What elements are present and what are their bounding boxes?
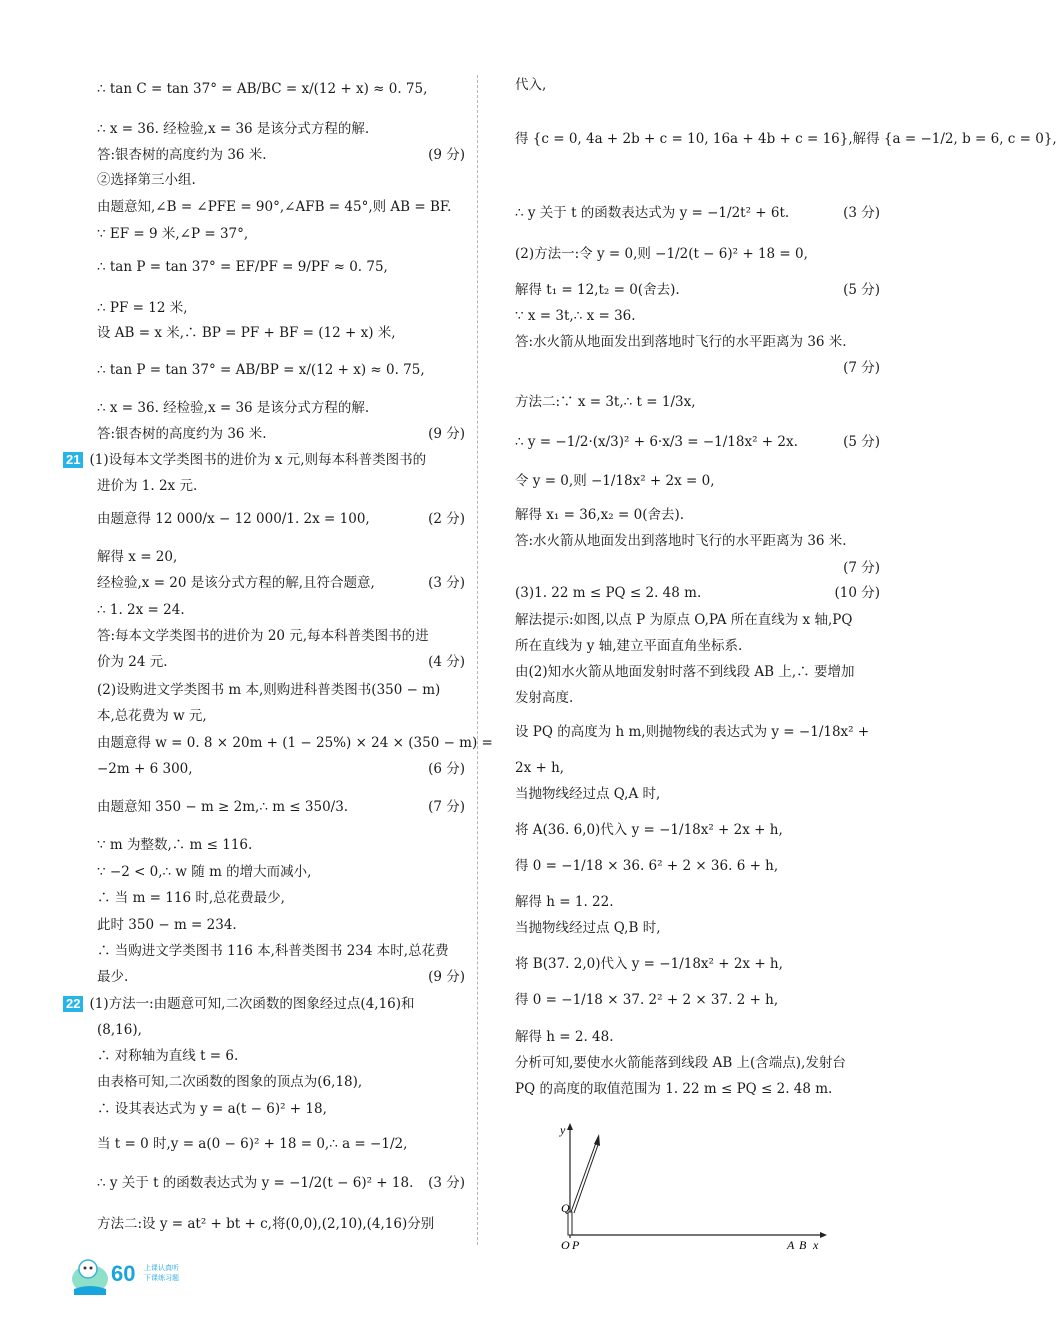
solution-line <box>97 798 465 816</box>
solution-line <box>97 510 465 528</box>
line-text: (2)设购进文学类图书 m 本,则购进科普类图书(350 − m) <box>97 682 441 698</box>
line-text: ∴ tan C = tan 37° = AB/BC = x/(12 + x) ≈ 0. 75, <box>97 81 428 97</box>
solution-line <box>97 653 465 671</box>
solution-line <box>97 548 465 566</box>
solution-line <box>97 1021 465 1039</box>
solution-line <box>515 333 880 351</box>
solution-line <box>515 723 880 741</box>
line-text: 2x + h, <box>515 760 565 776</box>
line-text: 由题意知,∠B = ∠PFE = 90°,∠AFB = 45°,则 AB = BF. <box>97 199 452 215</box>
line-text: ∴ 当 m = 116 时,总花费最少, <box>97 890 285 906</box>
rocket-tip <box>594 1134 600 1146</box>
line-text: 分析可知,要使水火箭能落到线段 AB 上(含端点),发射台 <box>515 1055 846 1071</box>
line-text: ∴ 1. 2x = 24. <box>97 602 185 618</box>
line-text: 得 {c = 0, 4a + 2b + c = 10, 16a + 4b + c = 16},解得 {a = −1/2, b = 6, c = 0}, <box>515 131 1057 147</box>
line-text: ∴ 设其表达式为 y = a(t − 6)² + 18, <box>97 1101 327 1117</box>
line-text: 答:水火箭从地面发出到落地时飞行的水平距离为 36 米. <box>515 533 847 549</box>
line-text: 方法二:∵ x = 3t,∴ t = 1/3x, <box>515 394 696 410</box>
line-text: 当抛物线经过点 Q,A 时, <box>515 786 661 802</box>
label-a: A <box>787 1238 795 1252</box>
page-footer <box>68 1257 193 1295</box>
label-x: x <box>813 1238 819 1252</box>
solution-line <box>97 681 465 699</box>
solution-line <box>515 689 880 707</box>
solution-line <box>515 759 880 777</box>
solution-line <box>97 1135 465 1153</box>
line-text: 将 A(36. 6,0)代入 y = −1/18x² + 2x + h, <box>515 822 783 838</box>
solution-line <box>97 1174 465 1192</box>
line-text: ∴ tan P = tan 37° = EF/PF = 9/PF ≈ 0. 75, <box>97 259 388 275</box>
line-text: PQ 的高度的取值范围为 1. 22 m ≤ PQ ≤ 2. 48 m. <box>515 1081 833 1097</box>
solution-line <box>97 1215 465 1233</box>
score-label: (3 分) <box>428 575 465 591</box>
solution-line <box>97 80 465 98</box>
solution-line <box>515 506 880 524</box>
line-text: 解法提示:如图,以点 P 为原点 O,PA 所在直线为 x 轴,PQ <box>515 612 853 628</box>
solution-line <box>97 601 465 619</box>
score-label: (2 分) <box>428 511 465 527</box>
score-label: (5 分) <box>843 282 880 298</box>
launch-platform <box>568 1212 572 1235</box>
line-text: 得 0 = −1/18 × 36. 6² + 2 × 36. 6 + h, <box>515 858 779 874</box>
solution-line <box>515 955 880 973</box>
solution-line <box>97 942 465 960</box>
line-text: 价为 24 元. <box>97 654 168 670</box>
line-text: 当 t = 0 时,y = a(0 − 6)² + 18 = 0,∴ a = −1/2, <box>97 1136 408 1152</box>
launch-path-line-2 <box>574 1142 599 1213</box>
line-text: ∵ m 为整数,∴ m ≤ 116. <box>97 837 253 853</box>
solution-line <box>515 637 880 655</box>
label-b: B <box>799 1238 807 1252</box>
line-text: 设 PQ 的高度为 h m,则抛物线的表达式为 y = −1/18x² + <box>515 724 870 740</box>
solution-line <box>515 584 880 602</box>
line-text: 由表格可知,二次函数的图象的顶点为(6,18), <box>97 1074 363 1090</box>
line-text: 经检验,x = 20 是该分式方程的解,且符合题意, <box>97 575 375 591</box>
solution-line <box>515 130 1057 148</box>
y-axis-arrow <box>567 1123 573 1130</box>
score-label: (5 分) <box>843 434 880 450</box>
line-text: 设 AB = x 米,∴ BP = PF + BF = (12 + x) 米, <box>97 325 396 341</box>
solution-line <box>515 857 880 875</box>
label-p: P <box>572 1238 580 1252</box>
solution-line <box>515 1028 880 1046</box>
label-q: Q <box>561 1201 570 1215</box>
solution-line <box>97 836 465 854</box>
footer-slogan-line1: 上课认真听 <box>144 1264 179 1272</box>
line-text: ∴ 当购进文学类图书 116 本,科普类图书 234 本时,总花费 <box>97 943 449 959</box>
score-label: (9 分) <box>428 426 465 442</box>
label-y: y <box>560 1123 566 1137</box>
line-text: 最少. <box>97 969 129 985</box>
solution-line <box>515 1054 880 1072</box>
solution-line <box>97 120 465 138</box>
solution-line <box>515 663 880 681</box>
line-text: 解得 x₁ = 36,x₂ = 0(舍去). <box>515 507 685 523</box>
line-text: 解得 x = 20, <box>97 549 178 565</box>
solution-line <box>66 451 465 469</box>
line-text: ∴ 对称轴为直线 t = 6. <box>97 1048 239 1064</box>
solution-line <box>515 245 880 263</box>
solution-line <box>515 611 880 629</box>
score-label: (3 分) <box>843 205 880 221</box>
solution-line <box>97 399 465 417</box>
line-text: 发射高度. <box>515 690 574 706</box>
solution-line <box>97 146 465 164</box>
solution-line <box>97 477 465 495</box>
line-text: 得 0 = −1/18 × 37. 2² + 2 × 37. 2 + h, <box>515 992 779 1008</box>
solution-line <box>515 433 880 451</box>
line-text: (1)设每本文学类图书的进价为 x 元,则每本科普类图书的 <box>89 452 427 468</box>
solution-line <box>515 393 880 411</box>
line-text: ∴ x = 36. 经检验,x = 36 是该分式方程的解. <box>97 400 370 416</box>
solution-line <box>97 198 465 216</box>
line-text: 由题意得 12 000/x − 12 000/1. 2x = 100, <box>97 511 370 527</box>
line-text: ∵ EF = 9 米,∠P = 37°, <box>97 226 249 242</box>
line-text: 答:每本文学类图书的进价为 20 元,每本科普类图书的进 <box>97 628 429 644</box>
solution-line <box>515 785 880 803</box>
solution-line <box>97 1073 465 1091</box>
line-text: 解得 h = 1. 22. <box>515 894 614 910</box>
line-text: (1)方法一:由题意可知,二次函数的图象经过点(4,16)和 <box>89 996 415 1012</box>
solution-line <box>515 991 880 1009</box>
coordinate-diagram <box>555 1120 835 1250</box>
solution-line <box>97 299 465 317</box>
solution-line <box>97 968 465 986</box>
line-text: ∴ y = −1/2·(x/3)² + 6·x/3 = −1/18x² + 2x. <box>515 434 798 450</box>
line-text: 答:银杏树的高度约为 36 米. <box>97 426 267 442</box>
page-number: 60 <box>111 1261 136 1286</box>
line-text: (2)方法一:令 y = 0,则 −1/2(t − 6)² + 18 = 0, <box>515 246 808 262</box>
question-number-badge: 22 <box>63 996 83 1012</box>
solution-line <box>97 1100 465 1118</box>
line-text: (3)1. 22 m ≤ PQ ≤ 2. 48 m. <box>515 585 702 601</box>
line-text: 进价为 1. 2x 元. <box>97 478 198 494</box>
solution-line <box>97 225 465 243</box>
solution-line <box>515 307 880 325</box>
line-text: ∴ y 关于 t 的函数表达式为 y = −1/2(t − 6)² + 18. <box>97 1175 414 1191</box>
line-text: 当抛物线经过点 Q,B 时, <box>515 920 661 936</box>
solution-line <box>66 995 465 1013</box>
question-number-badge: 21 <box>63 452 83 468</box>
solution-line <box>515 919 880 937</box>
line-text: ∵ x = 3t,∴ x = 36. <box>515 308 636 324</box>
solution-line <box>515 204 880 222</box>
solution-line <box>97 889 465 907</box>
line-text: ∴ tan P = tan 37° = AB/BP = x/(12 + x) ≈ 0. 75, <box>97 362 425 378</box>
solution-line <box>515 281 880 299</box>
solution-line <box>97 258 465 276</box>
solution-line <box>97 863 465 881</box>
solution-line <box>97 707 465 725</box>
solution-line <box>97 324 465 342</box>
line-text: 答:银杏树的高度约为 36 米. <box>97 147 267 163</box>
solution-line <box>97 760 465 778</box>
score-label: (7 分) <box>428 799 465 815</box>
score-label: (4 分) <box>428 654 465 670</box>
line-text: 令 y = 0,则 −1/18x² + 2x = 0, <box>515 473 715 489</box>
solution-line <box>97 361 465 379</box>
solution-line <box>97 627 465 645</box>
score-label: (10 分) <box>834 585 880 601</box>
line-text: 由题意知 350 − m ≥ 2m,∴ m ≤ 350/3. <box>97 799 349 815</box>
line-text: 由题意得 w = 0. 8 × 20m + (1 − 25%) × 24 × (350 − m) = <box>97 735 493 751</box>
solution-line <box>515 472 880 490</box>
solution-line <box>97 171 465 189</box>
solution-line <box>97 734 493 752</box>
line-text: 本,总花费为 w 元, <box>97 708 207 724</box>
line-text: ∴ PF = 12 米, <box>97 300 188 316</box>
line-text: 所在直线为 y 轴,建立平面直角坐标系. <box>515 638 743 654</box>
score-label: (7 分) <box>843 360 880 376</box>
solution-line <box>97 574 465 592</box>
score-label: (3 分) <box>428 1175 465 1191</box>
mascot-logo-icon <box>68 1257 108 1295</box>
solution-line <box>515 76 880 94</box>
line-text: ②选择第三小组. <box>97 172 196 188</box>
footer-slogan <box>144 1263 179 1283</box>
line-text: 解得 h = 2. 48. <box>515 1029 614 1045</box>
line-text: 将 B(37. 2,0)代入 y = −1/18x² + 2x + h, <box>515 956 783 972</box>
solution-line <box>515 893 880 911</box>
line-text: 由(2)知水火箭从地面发射时落不到线段 AB 上,∴ 要增加 <box>515 664 855 680</box>
score-label: (9 分) <box>428 147 465 163</box>
footer-slogan-line2: 下课练习题 <box>144 1274 179 1282</box>
x-axis-arrow <box>820 1232 827 1238</box>
line-text: (8,16), <box>97 1022 142 1038</box>
line-text: 方法二:设 y = at² + bt + c,将(0,0),(2,10),(4,16)分别 <box>97 1216 435 1232</box>
score-label: (9 分) <box>428 969 465 985</box>
score-label: (6 分) <box>428 761 465 777</box>
solution-line <box>515 821 880 839</box>
line-text: ∵ −2 < 0,∴ w 随 m 的增大而减小, <box>97 864 312 880</box>
line-text: 代入, <box>515 77 547 93</box>
line-text: ∴ y 关于 t 的函数表达式为 y = −1/2t² + 6t. <box>515 205 790 221</box>
launch-path-line <box>571 1140 597 1212</box>
line-text: 此时 350 − m = 234. <box>97 917 237 933</box>
solution-line <box>515 532 880 550</box>
solution-line <box>97 425 465 443</box>
column-divider <box>477 75 478 1245</box>
line-text: 答:水火箭从地面发出到落地时飞行的水平距离为 36 米. <box>515 334 847 350</box>
line-text: −2m + 6 300, <box>97 761 193 777</box>
label-o: O <box>561 1238 570 1252</box>
solution-line <box>97 916 465 934</box>
solution-line <box>515 1080 880 1098</box>
solution-line <box>97 1047 465 1065</box>
score-label: (7 分) <box>843 560 880 576</box>
line-text: ∴ x = 36. 经检验,x = 36 是该分式方程的解. <box>97 121 370 137</box>
line-text: 解得 t₁ = 12,t₂ = 0(舍去). <box>515 282 680 298</box>
